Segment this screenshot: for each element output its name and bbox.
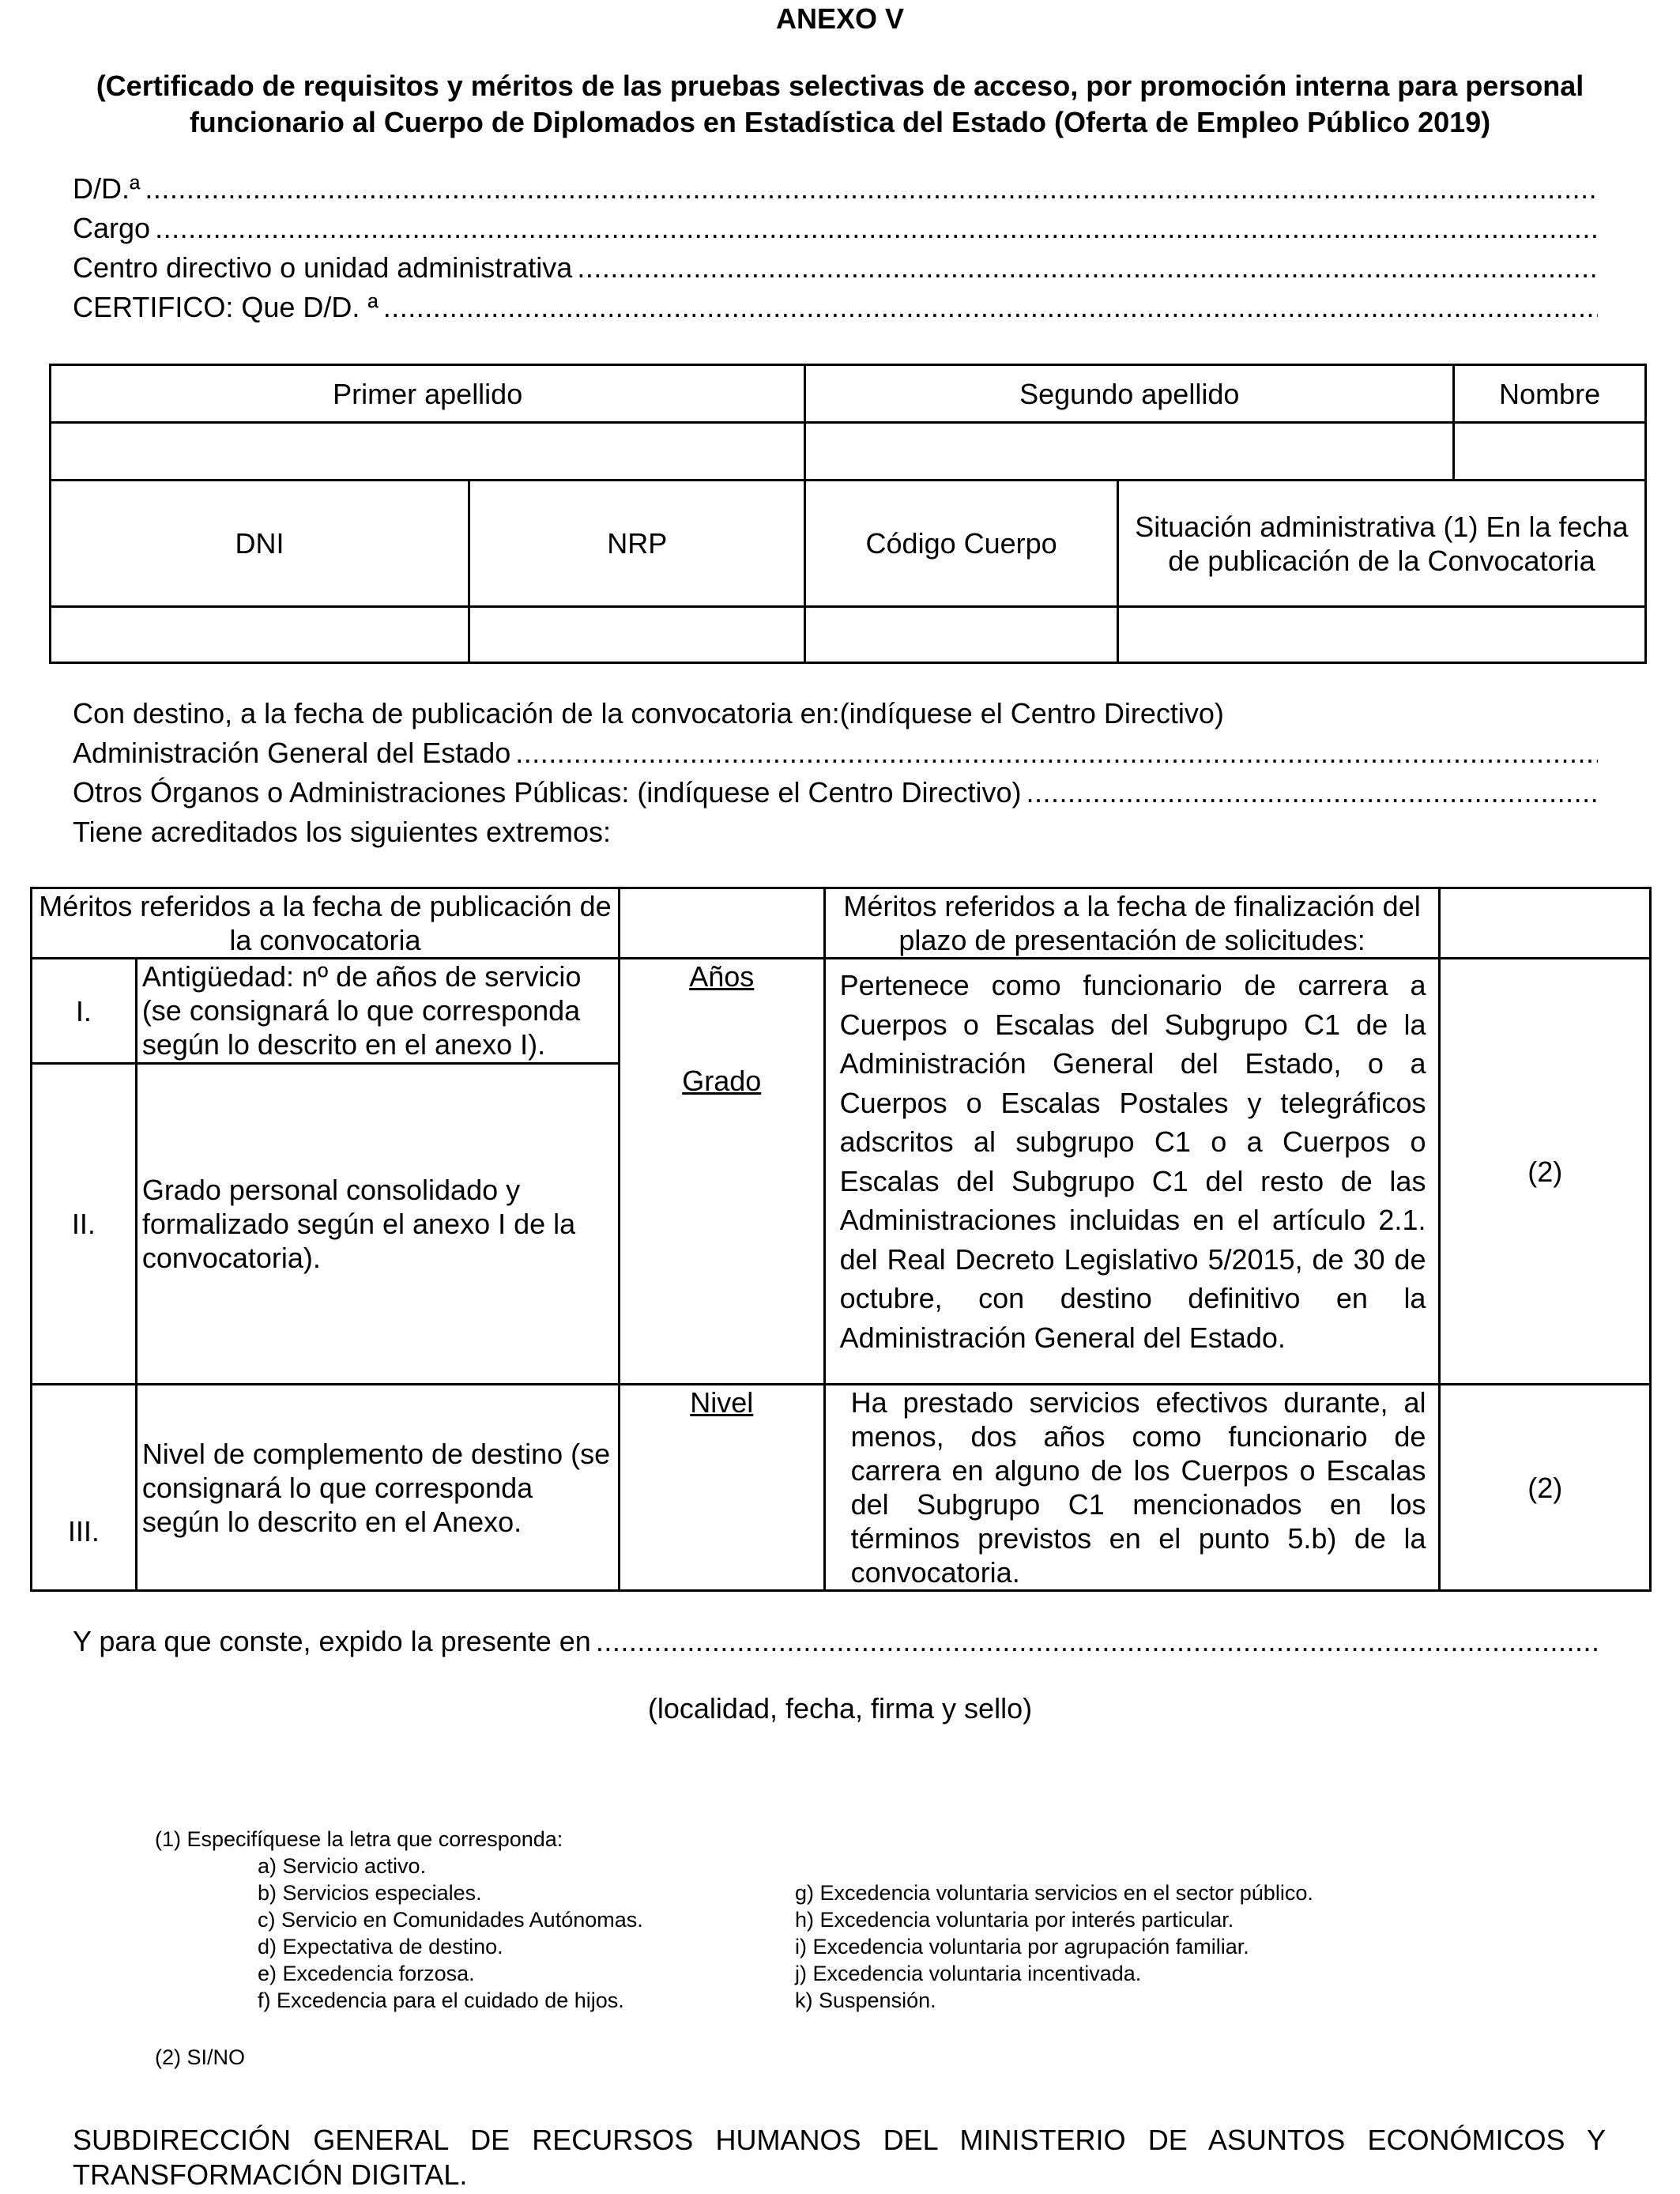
footnote-item: c) Servicio en Comunidades Autónomas. — [258, 1908, 643, 1932]
requirement-1-mark[interactable]: (2) — [1440, 959, 1651, 1385]
header-mark-blank — [1440, 888, 1651, 959]
input-nrp[interactable] — [469, 607, 805, 663]
header-primer-apellido: Primer apellido — [51, 365, 805, 423]
field-dd[interactable] — [73, 169, 1598, 209]
fill-dots — [515, 733, 1598, 773]
merit-description: Antigüedad: nº de años de servicio (se consignará lo que corresponda según lo descrito en el anexo I). — [136, 959, 619, 1064]
requirement-2-mark[interactable]: (2) — [1440, 1385, 1651, 1591]
footnote-item: f) Excedencia para el cuidado de hijos. — [258, 1989, 624, 2012]
field-age-label: Administración General del Estado — [73, 737, 511, 769]
destino-line: Con destino, a la fecha de publicación de la convocatoria en:(indíquese el Centro Directivo) — [73, 697, 1224, 729]
merit-unit-grado[interactable] — [619, 1064, 824, 1385]
header-unit-blank — [619, 888, 824, 959]
document-subtitle: (Certificado de requisitos y méritos de las pruebas selectivas de acceso, por promoción interna para personal funcionario al Cuerpo de Diplomados en Estadística del Estado (Oferta de Empleo Público 2019) — [96, 70, 1584, 138]
expido-field[interactable] — [73, 1622, 1598, 1661]
issuing-authority: SUBDIRECCIÓN GENERAL DE RECURSOS HUMANOS DEL MINISTERIO DE ASUNTOS ECONÓMICOS Y TRANSFORMACIÓN DIGITAL. — [73, 2124, 1606, 2191]
fill-dots — [383, 288, 1598, 327]
requirement-1: Pertenece como funcionario de carrera a Cuerpos o Escalas del Subgrupo C1 de la Administración General del Estado, o a Cuerpos o Escalas Postales y telegráficos adscritos al subgrupo C1 o a Cuerpos o Escalas del Subgrupo C1 del resto de las Administraciones incluidas en el artículo 2.1. del Real Decreto Legislativo 5/2015, de 30 de octubre, con destino definitivo en la Administración General del Estado. — [824, 959, 1440, 1385]
footnote-item: g) Excedencia voluntaria servicios en el sector público. — [795, 1881, 1313, 1905]
footnote-item: b) Servicios especiales. — [258, 1881, 482, 1905]
input-situacion[interactable] — [1117, 607, 1645, 663]
header-segundo-apellido: Segundo apellido — [805, 365, 1454, 423]
expido-label: Y para que conste, expido la presente en — [73, 1625, 591, 1657]
input-codigo-cuerpo[interactable] — [805, 607, 1117, 663]
fill-dots — [577, 248, 1598, 288]
personal-data-table — [49, 364, 1647, 664]
certifier-fields — [73, 169, 1598, 327]
footnote-item: e) Excedencia forzosa. — [258, 1962, 475, 1985]
input-segundo-apellido[interactable] — [805, 423, 1454, 481]
header-nrp: NRP — [469, 481, 805, 607]
merit-unit-anos[interactable] — [619, 959, 824, 1064]
input-primer-apellido[interactable] — [51, 423, 805, 481]
header-situacion: Situación administrativa (1) En la fecha de publicación de la Convocatoria — [1117, 481, 1645, 607]
header-codigo-cuerpo: Código Cuerpo — [805, 481, 1117, 607]
fill-dots — [596, 1622, 1598, 1661]
row-number: III. — [32, 1385, 137, 1591]
unit-label: Grado — [682, 1064, 762, 1097]
footnote-item: j) Excedencia voluntaria incentivada. — [795, 1962, 1142, 1985]
field-certifico-label: CERTIFICO: Que D/D. ª — [73, 291, 379, 323]
field-cargo-label: Cargo — [73, 212, 151, 244]
fill-dots — [155, 209, 1598, 248]
merit-description: Nivel de complemento de destino (se consignará lo que corresponda según lo descrito en el Anexo. — [136, 1385, 619, 1591]
field-otros-organos[interactable] — [73, 773, 1598, 812]
field-otros-label: Otros Órganos o Administraciones Públicas: (indíquese el Centro Directivo) — [73, 776, 1022, 809]
footnote-1 — [155, 1826, 1498, 2012]
field-dd-label: D/D.ª — [73, 172, 141, 205]
field-cargo[interactable] — [73, 209, 1598, 248]
footnote-item: h) Excedencia voluntaria por interés particular. — [795, 1908, 1234, 1932]
header-dni: DNI — [51, 481, 469, 607]
row-number: I. — [32, 959, 137, 1064]
footnote-item: k) Suspensión. — [795, 1989, 936, 2012]
destino-section — [73, 694, 1598, 852]
footnote-list-right — [795, 1879, 1506, 2014]
fill-dots — [145, 169, 1598, 209]
field-centro-label: Centro directivo o unidad administrativa — [73, 251, 573, 284]
unit-label: Nivel — [690, 1386, 754, 1419]
merit-unit-nivel[interactable] — [619, 1385, 824, 1591]
requirement-2: Ha prestado servicios efectivos durante, al menos, dos años como funcionario de carrera en alguno de los Cuerpos o Escalas del Subgrupo C1 mencionados en los términos previstos en el punto 5.b) de la convocatoria. — [824, 1385, 1440, 1591]
field-centro[interactable] — [73, 248, 1598, 288]
row-number: II. — [32, 1064, 137, 1385]
header-meritos-publicacion: Méritos referidos a la fecha de publicación de la convocatoria — [32, 888, 620, 959]
footnote-2: (2) SI/NO — [155, 2045, 246, 2069]
acreditados-line: Tiene acreditados los siguientes extremos: — [73, 816, 612, 848]
header-nombre: Nombre — [1454, 365, 1646, 423]
footnote-item: a) Servicio activo. — [258, 1854, 427, 1878]
header-meritos-finalizacion: Méritos referidos a la fecha de finalización del plazo de presentación de solicitudes: — [824, 888, 1440, 959]
unit-label: Años — [689, 960, 755, 993]
field-administracion-general[interactable] — [73, 733, 1598, 773]
footnote-item: i) Excedencia voluntaria por agrupación familiar. — [795, 1935, 1249, 1958]
input-dni[interactable] — [51, 607, 469, 663]
fill-dots — [1026, 773, 1598, 812]
field-certifico[interactable] — [73, 288, 1598, 327]
footnote-intro: (1) Especifíquese la letra que corresponda: — [155, 1827, 563, 1851]
merits-table — [30, 887, 1652, 1592]
document-title: ANEXO V — [775, 2, 905, 35]
footnote-item: d) Expectativa de destino. — [258, 1935, 503, 1958]
signature-caption: (localidad, fecha, firma y sello) — [647, 1692, 1033, 1725]
merit-description: Grado personal consolidado y formalizado según el anexo I de la convocatoria). — [136, 1064, 619, 1385]
footnote-list-left — [258, 1853, 811, 2014]
input-nombre[interactable] — [1454, 423, 1646, 481]
